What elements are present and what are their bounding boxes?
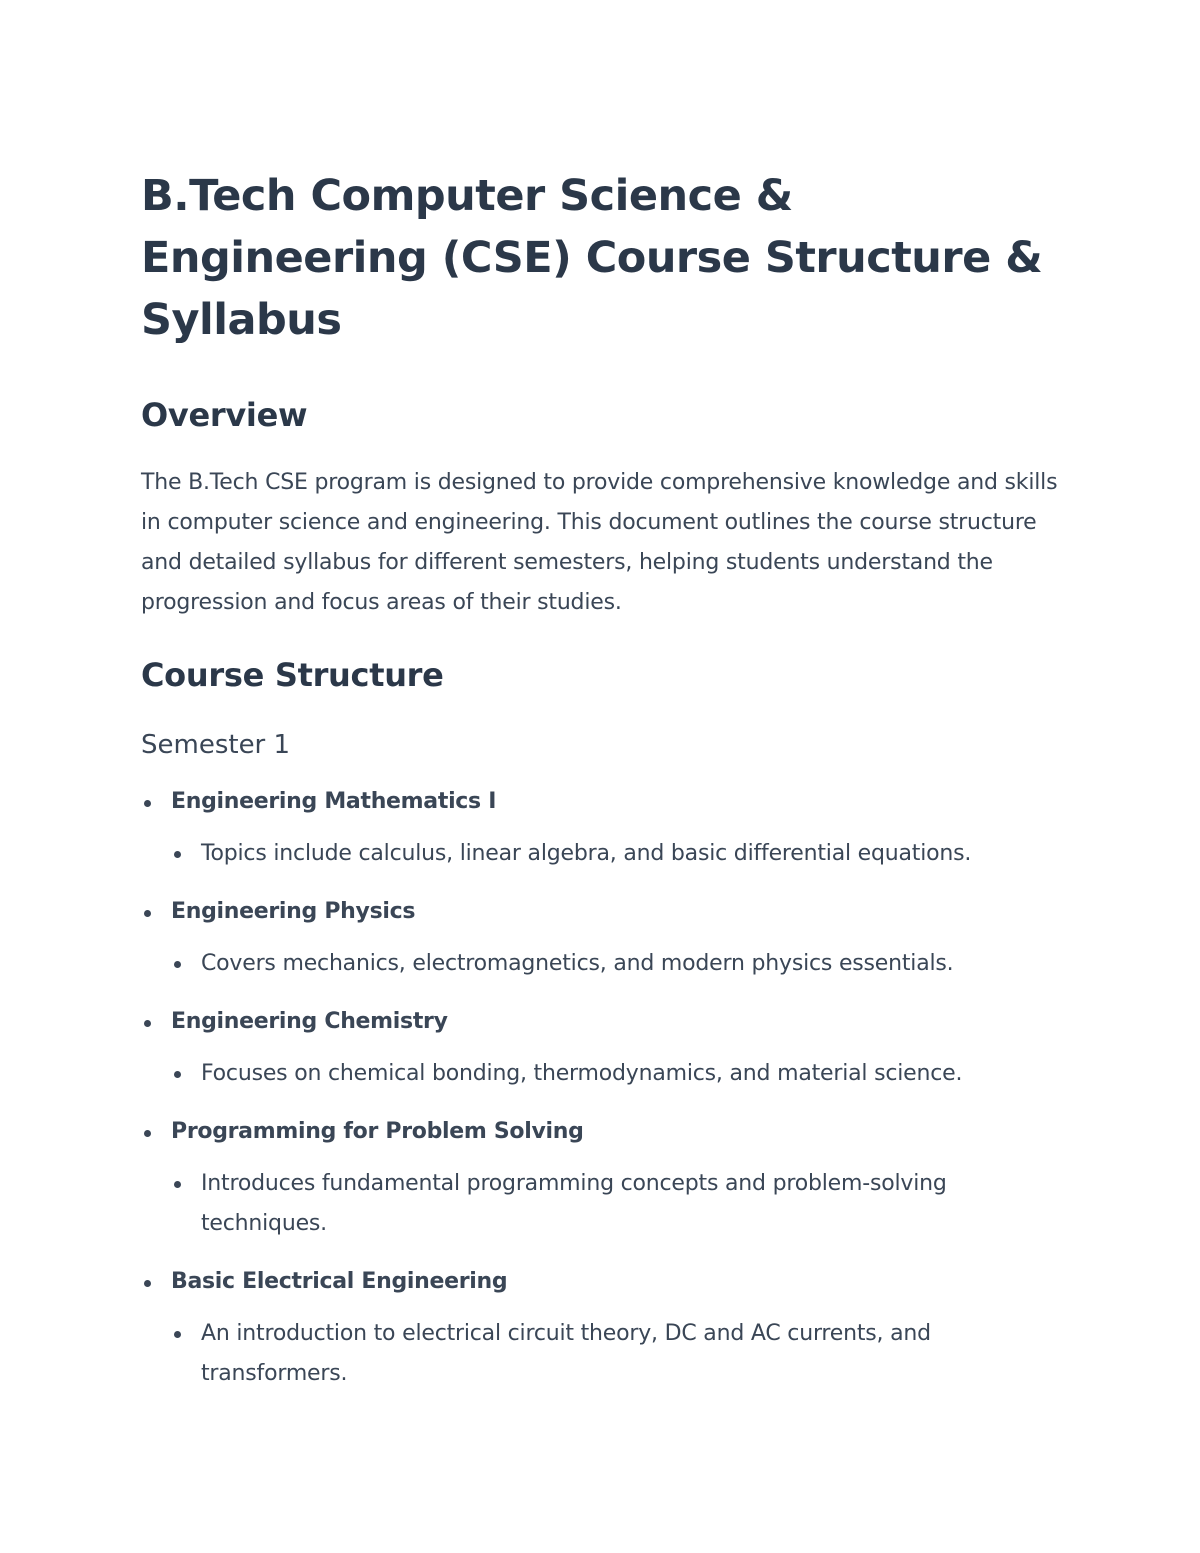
course-name: Basic Electrical Engineering — [171, 1269, 508, 1294]
course-name: Programming for Problem Solving — [171, 1119, 584, 1144]
overview-heading: Overview — [141, 396, 308, 434]
course-topic-list — [171, 1314, 1066, 1394]
course-item — [141, 784, 1066, 874]
bullet-icon — [174, 961, 181, 968]
course-name: Engineering Chemistry — [171, 1009, 448, 1034]
course-name: Engineering Mathematics I — [171, 789, 497, 814]
course-description-text: Covers mechanics, electromagnetics, and modern physics essentials. — [201, 951, 954, 976]
course-description-text: Introduces fundamental programming concepts and problem-solving techniques. — [201, 1171, 947, 1236]
document-title: B.Tech Computer Science & Engineering (CSE) Course Structure & Syllabus — [141, 171, 1043, 345]
course-item — [141, 1004, 1066, 1094]
course-name: Engineering Physics — [171, 899, 416, 924]
course-item — [141, 894, 1066, 984]
course-item — [141, 1114, 1066, 1244]
bullet-icon — [144, 1130, 151, 1137]
course-description-text: Focuses on chemical bonding, thermodynamics, and material science. — [201, 1061, 963, 1086]
course-structure-heading: Course Structure — [141, 656, 444, 694]
course-description-text: An introduction to electrical circuit theory, DC and AC currents, and transformers. — [201, 1321, 931, 1386]
course-topic-list — [171, 834, 1066, 874]
course-description — [171, 1164, 1066, 1244]
bullet-icon — [144, 1280, 151, 1287]
course-topic-list — [171, 944, 1066, 984]
bullet-icon — [144, 800, 151, 807]
course-topic-list — [171, 1164, 1066, 1244]
course-description — [171, 944, 1066, 984]
bullet-icon — [174, 1071, 181, 1078]
overview-paragraph: The B.Tech CSE program is designed to provide comprehensive knowledge and skills in computer science and engineering. This document outlines the course structure and detailed syllabus for different semesters, helping students understand the progression and focus areas of their studies. — [141, 470, 1058, 615]
bullet-icon — [174, 1331, 181, 1338]
bullet-icon — [144, 1020, 151, 1027]
course-description — [171, 834, 1066, 874]
course-description-text: Topics include calculus, linear algebra, and basic differential equations. — [201, 841, 972, 866]
course-description — [171, 1314, 1066, 1394]
course-description — [171, 1054, 1066, 1094]
course-topic-list — [171, 1054, 1066, 1094]
bullet-icon — [174, 1181, 181, 1188]
document-content — [141, 165, 1066, 1414]
course-list — [141, 784, 1066, 1394]
course-item — [141, 1264, 1066, 1394]
bullet-icon — [174, 851, 181, 858]
semester-heading: Semester 1 — [141, 730, 291, 760]
bullet-icon — [144, 910, 151, 917]
